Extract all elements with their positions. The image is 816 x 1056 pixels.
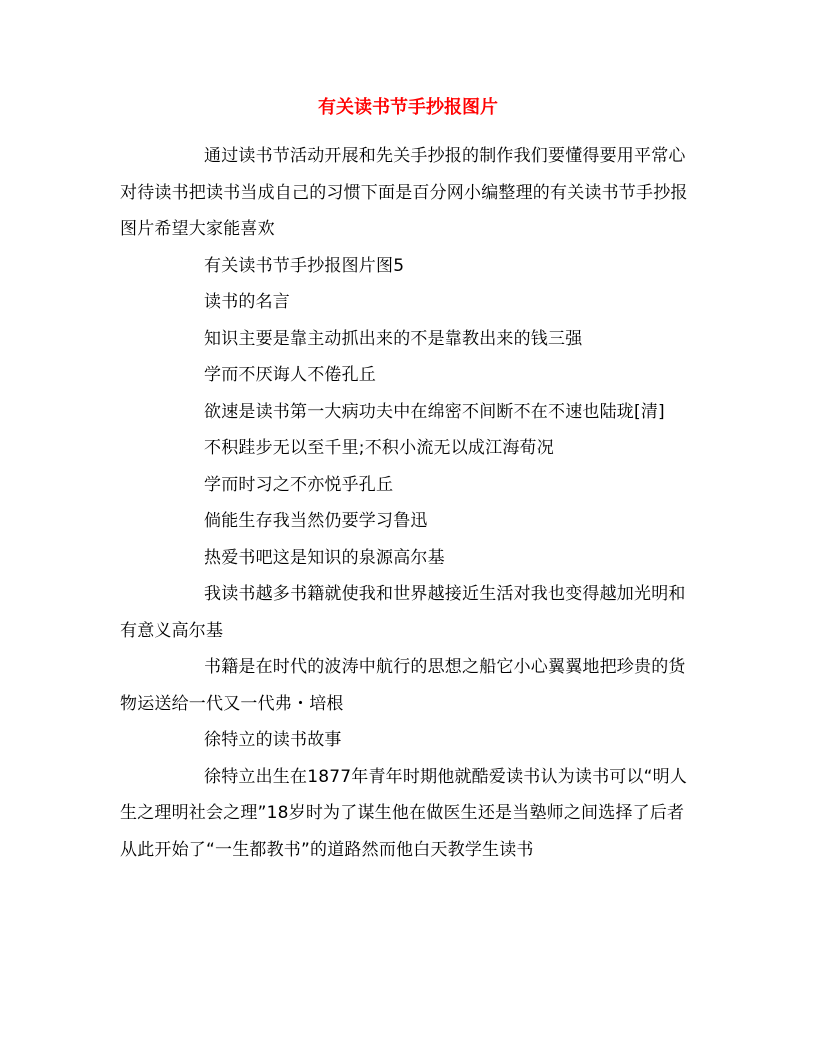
quote-item: 倘能生存我当然仍要学习鲁迅 [204,511,428,531]
paragraph-intro: 通过读书节活动开展和先关手抄报的制作我们要懂得要用平常心对待读书把读书当成自己的习惯下面是百分网小编整理的有关读书节手抄报图片希望大家能喜欢 [120,146,688,239]
paragraph-story: 徐特立出生在1877年青年时期他就酷爱读书认为读书可以“明人生之理明社会之理”18岁时为了谋生他在做医生还是当塾师之间选择了后者从此开始了“一生都教书”的道路然而他白天教学生读书 [120,766,688,860]
quote-item: 热爱书吧这是知识的泉源高尔基 [204,547,445,568]
paragraph-image-caption: 有关读书节手抄报图片图5 [204,255,405,276]
document-body [120,138,695,868]
quote-item: 不积跬步无以至千里;不积小流无以成江海荀况 [204,438,554,458]
document-title: 有关读书节手抄报图片 [318,97,498,118]
quote-item: 知识主要是靠主动抓出来的不是靠教出来的钱三强 [204,328,583,349]
section-heading-story: 徐特立的读书故事 [204,730,342,750]
quote-item: 我读书越多书籍就使我和世界越接近生活对我也变得越加光明和有意义高尔基 [120,584,686,641]
quote-item: 欲速是读书第一大病功夫中在绵密不间断不在不速也陆珑[清] [204,401,665,422]
quote-item: 书籍是在时代的波涛中航行的思想之船它小心翼翼地把珍贵的货物运送给一代又一代弗・培根 [120,657,686,714]
section-heading-quotes: 读书的名言 [204,292,290,312]
quote-item: 学而时习之不亦悦乎孔丘 [204,474,394,495]
quote-item: 学而不厌诲人不倦孔丘 [204,365,376,385]
